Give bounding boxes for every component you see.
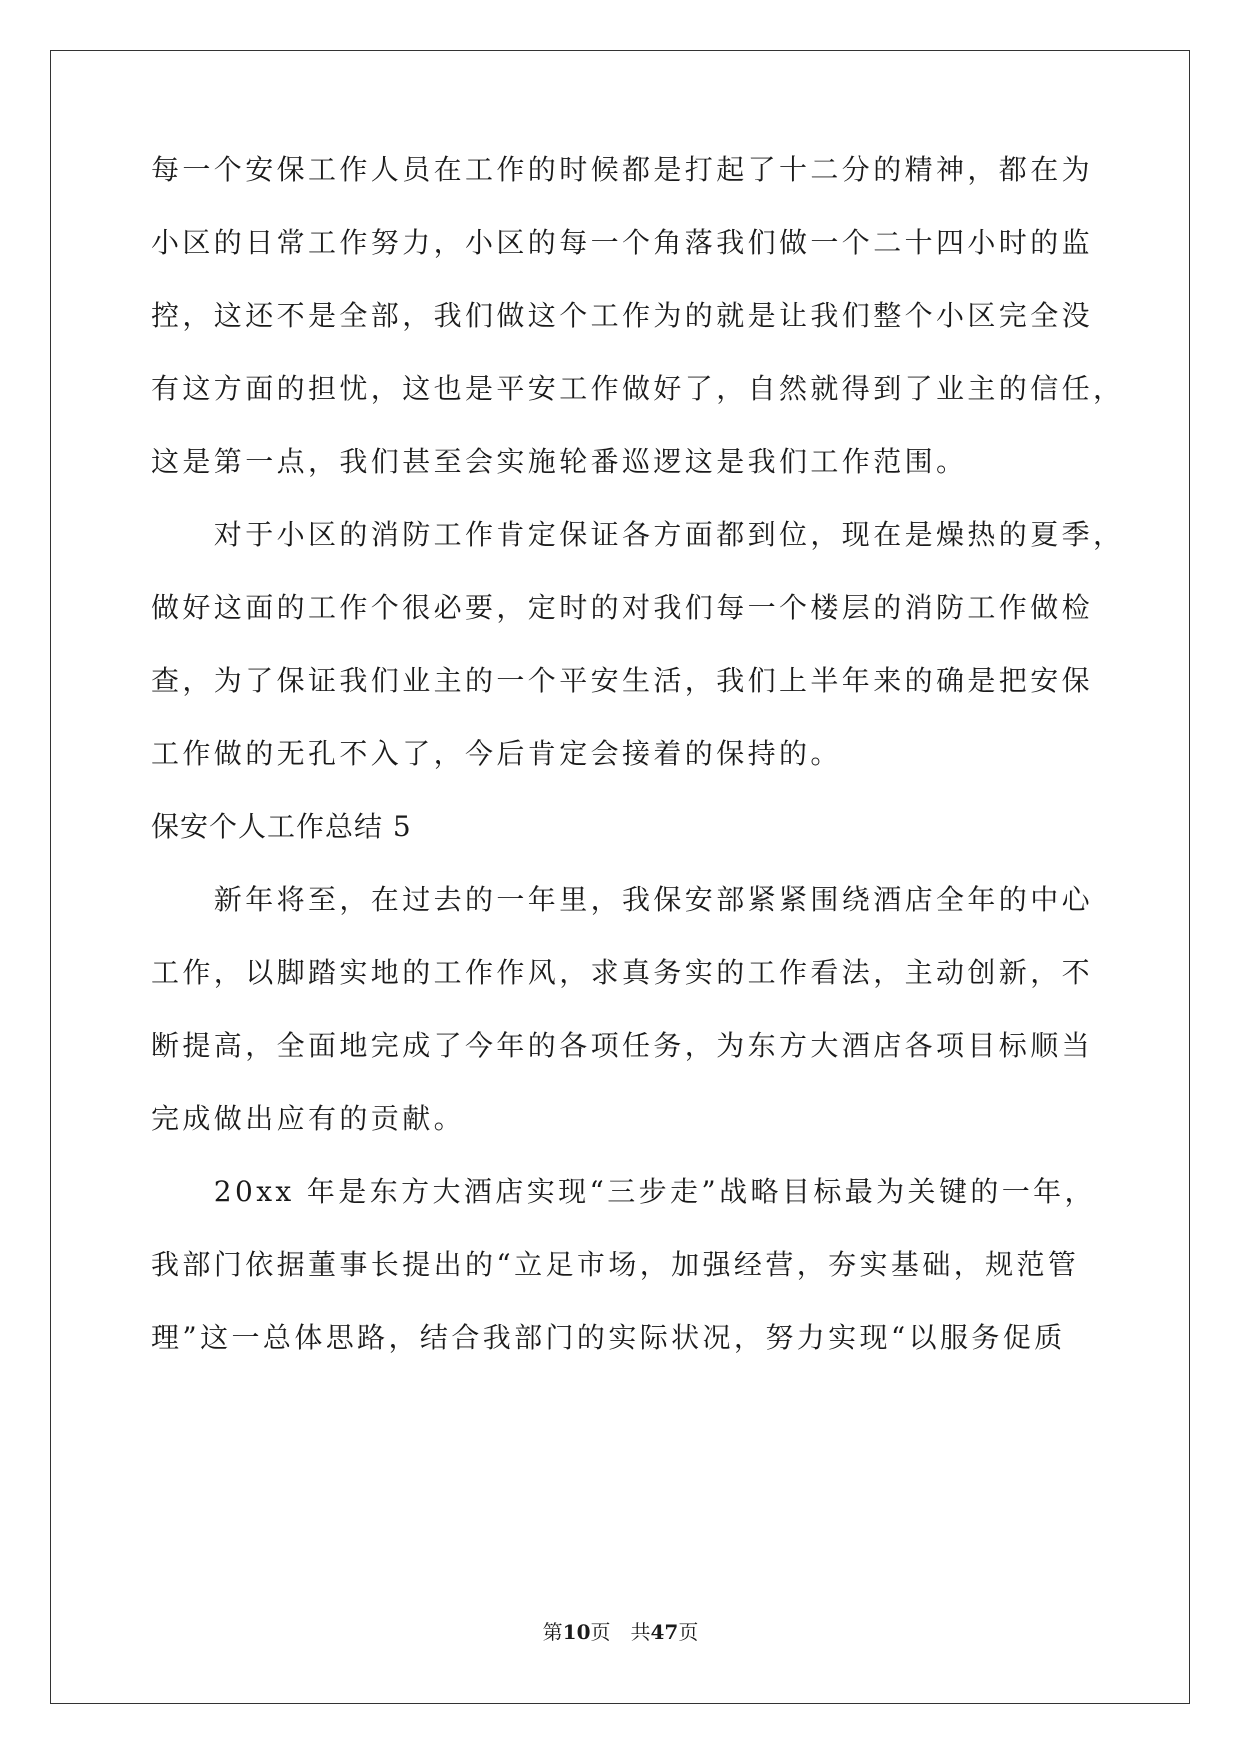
text-line-15: 20xx 年是东方大酒店实现“三步走”战略目标最为关键的一年， <box>151 1175 1096 1208</box>
text-line-4: 有这方面的担忧，这也是平安工作做好了，自然就得到了业主的信任， <box>151 372 1125 405</box>
text-line-2: 小区的日常工作努力，小区的每一个角落我们做一个二十四小时的监 <box>151 226 1094 259</box>
text-line-11: 新年将至，在过去的一年里，我保安部紧紧围绕酒店全年的中心 <box>151 883 1094 916</box>
text-line-5: 这是第一点，我们甚至会实施轮番巡逻这是我们工作范围。 <box>151 445 968 478</box>
text-line-8: 查，为了保证我们业主的一个平安生活，我们上半年来的确是把安保 <box>151 664 1094 697</box>
text-line-14: 完成做出应有的贡献。 <box>151 1102 466 1135</box>
page-footer <box>0 1620 1241 1644</box>
page-label-mid: 页 共 <box>590 1620 651 1644</box>
text-line-1: 每一个安保工作人员在工作的时候都是打起了十二分的精神，都在为 <box>151 153 1094 186</box>
text-line-3: 控，这还不是全部，我们做这个工作为的就是让我们整个小区完全没 <box>151 299 1094 332</box>
text-line-13: 断提高，全面地完成了今年的各项任务，为东方大酒店各项目标顺当 <box>151 1029 1094 1062</box>
current-page-number: 10 <box>562 1620 591 1644</box>
page-label-suffix: 页 <box>678 1620 699 1644</box>
page-label-prefix: 第 <box>542 1620 563 1644</box>
total-page-number: 47 <box>650 1620 679 1644</box>
section-heading: 保安个人工作总结 5 <box>151 810 412 843</box>
text-line-12: 工作，以脚踏实地的工作作风，求真务实的工作看法，主动创新，不 <box>151 956 1094 989</box>
text-line-6: 对于小区的消防工作肯定保证各方面都到位，现在是燥热的夏季， <box>151 518 1125 551</box>
text-line-16: 我部门依据董事长提出的“立足市场，加强经营，夯实基础，规范管 <box>151 1248 1080 1281</box>
text-line-17: 理”这一总体思路，结合我部门的实际状况，努力实现“以服务促质 <box>151 1321 1066 1354</box>
text-line-9: 工作做的无孔不入了，今后肯定会接着的保持的。 <box>151 737 842 770</box>
text-line-7: 做好这面的工作个很必要，定时的对我们每一个楼层的消防工作做检 <box>151 591 1094 624</box>
